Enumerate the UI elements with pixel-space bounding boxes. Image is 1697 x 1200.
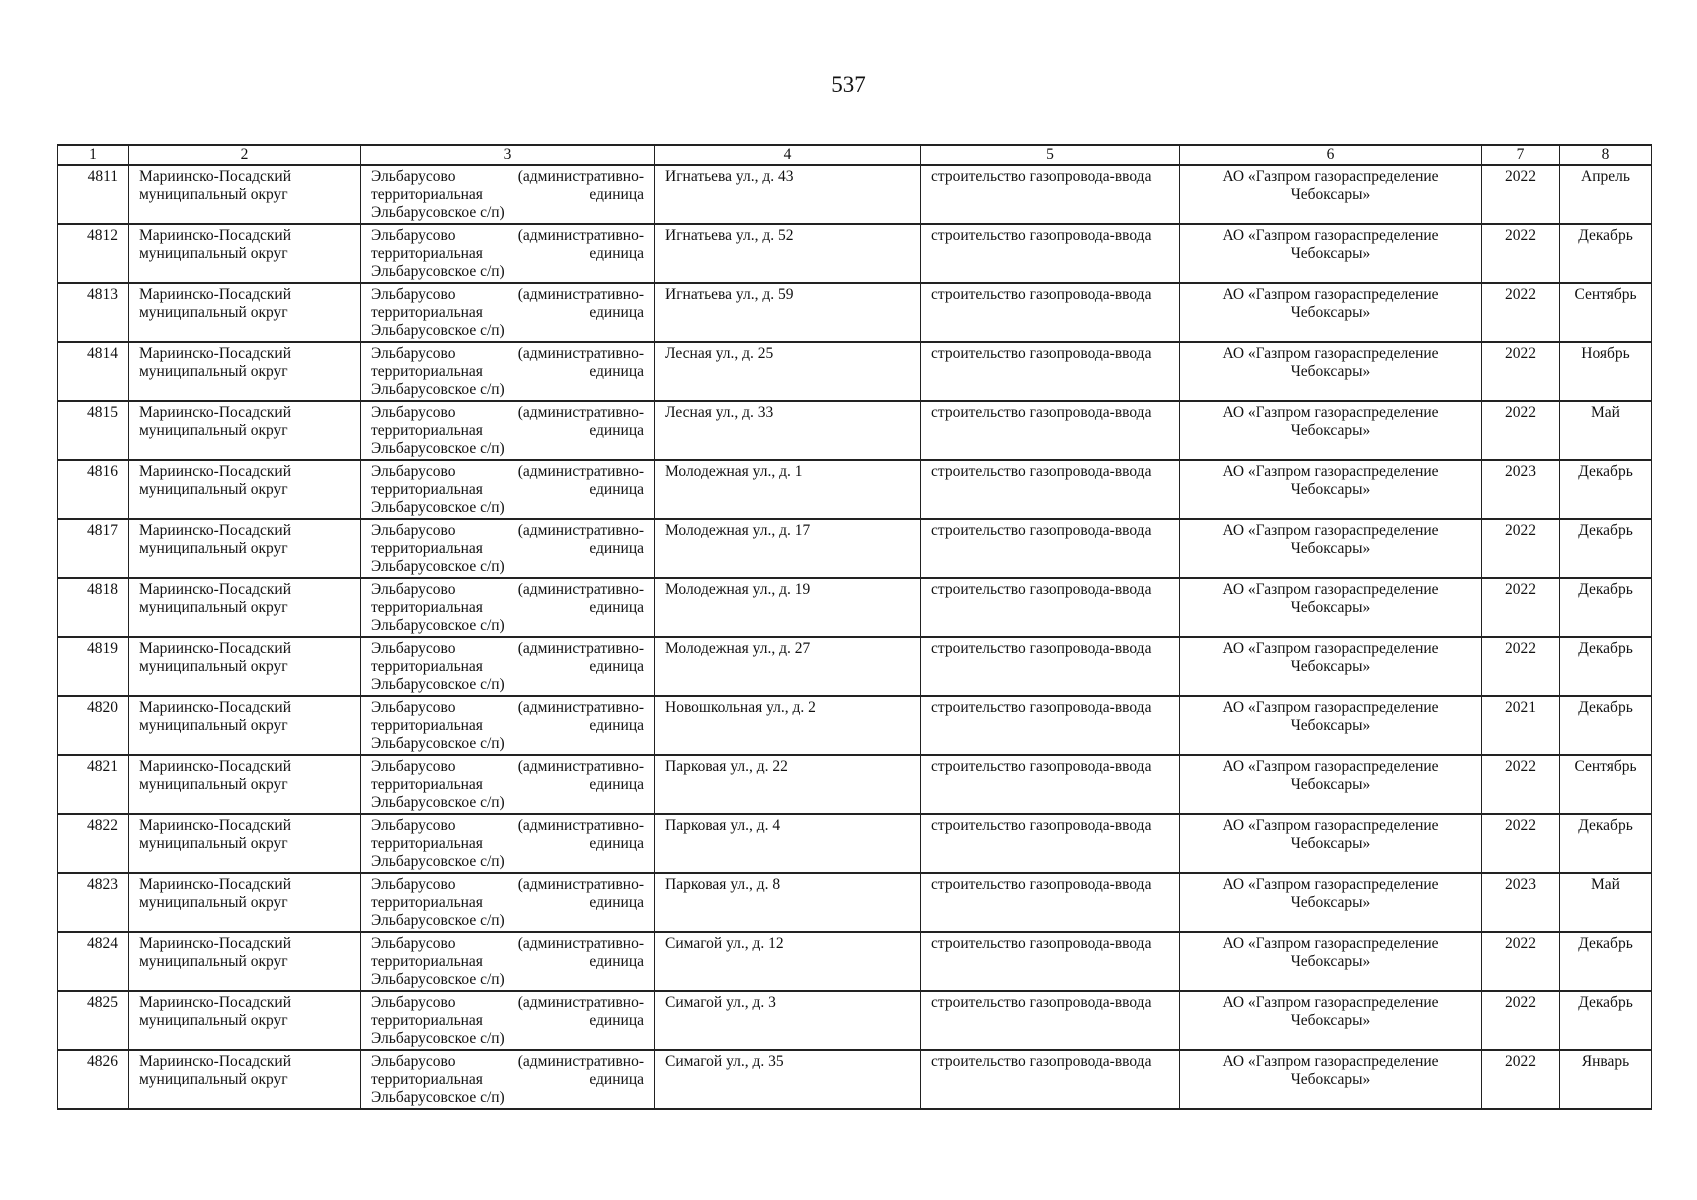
locality-unit: территориальная единица Эльбарусовское с/п) [371,894,644,929]
table-row [58,814,1652,873]
municipality-cell: Мариинско-Посадский муниципальный округ [129,1050,361,1109]
month-cell: Май [1560,873,1652,932]
work-type-cell: строительство газопровода-ввода [921,755,1180,814]
locality-name: Эльбарусово (административно- [371,522,644,539]
column-header: 8 [1560,145,1652,165]
year-cell: 2022 [1482,578,1560,637]
table-row [58,165,1652,224]
work-type-cell: строительство газопровода-ввода [921,932,1180,991]
address-cell: Парковая ул., д. 4 [655,814,921,873]
column-header: 4 [655,145,921,165]
organization-cell: АО «Газпром газораспределение Чебоксары» [1180,637,1482,696]
month-cell: Декабрь [1560,519,1652,578]
month-cell: Май [1560,401,1652,460]
locality-name: Эльбарусово (административно- [371,758,644,775]
gasification-table [57,144,1652,1110]
work-type-cell: строительство газопровода-ввода [921,814,1180,873]
locality-cell [361,578,655,637]
work-type-cell: строительство газопровода-ввода [921,283,1180,342]
municipality-cell: Мариинско-Посадский муниципальный округ [129,696,361,755]
work-type-cell: строительство газопровода-ввода [921,519,1180,578]
row-number: 4814 [58,342,129,401]
municipality-cell: Мариинско-Посадский муниципальный округ [129,637,361,696]
locality-unit: территориальная единица Эльбарусовское с/п) [371,658,644,693]
table-row [58,283,1652,342]
month-cell: Декабрь [1560,224,1652,283]
locality-unit: территориальная единица Эльбарусовское с/п) [371,953,644,988]
year-cell: 2023 [1482,873,1560,932]
year-cell: 2023 [1482,460,1560,519]
table-row [58,755,1652,814]
row-number: 4820 [58,696,129,755]
year-cell: 2022 [1482,991,1560,1050]
month-cell: Декабрь [1560,991,1652,1050]
locality-name: Эльбарусово (административно- [371,817,644,834]
month-cell: Ноябрь [1560,342,1652,401]
municipality-cell: Мариинско-Посадский муниципальный округ [129,519,361,578]
month-cell: Декабрь [1560,460,1652,519]
locality-name: Эльбарусово (административно- [371,345,644,362]
locality-name: Эльбарусово (административно- [371,1053,644,1070]
table-row [58,873,1652,932]
month-cell: Январь [1560,1050,1652,1109]
organization-cell: АО «Газпром газораспределение Чебоксары» [1180,696,1482,755]
organization-cell: АО «Газпром газораспределение Чебоксары» [1180,519,1482,578]
locality-cell [361,283,655,342]
work-type-cell: строительство газопровода-ввода [921,637,1180,696]
locality-unit: территориальная единица Эльбарусовское с/п) [371,540,644,575]
month-cell: Апрель [1560,165,1652,224]
municipality-cell: Мариинско-Посадский муниципальный округ [129,991,361,1050]
work-type-cell: строительство газопровода-ввода [921,401,1180,460]
locality-cell [361,637,655,696]
address-cell: Игнатьева ул., д. 52 [655,224,921,283]
municipality-cell: Мариинско-Посадский муниципальный округ [129,755,361,814]
table-row [58,1050,1652,1109]
row-number: 4821 [58,755,129,814]
column-header: 2 [129,145,361,165]
year-cell: 2022 [1482,165,1560,224]
row-number: 4816 [58,460,129,519]
year-cell: 2021 [1482,696,1560,755]
municipality-cell: Мариинско-Посадский муниципальный округ [129,283,361,342]
organization-cell: АО «Газпром газораспределение Чебоксары» [1180,1050,1482,1109]
table-row [58,342,1652,401]
locality-cell [361,401,655,460]
locality-unit: территориальная единица Эльбарусовское с/п) [371,835,644,870]
locality-unit: территориальная единица Эльбарусовское с/п) [371,776,644,811]
locality-unit: территориальная единица Эльбарусовское с/п) [371,186,644,221]
locality-cell [361,814,655,873]
year-cell: 2022 [1482,1050,1560,1109]
locality-unit: территориальная единица Эльбарусовское с/п) [371,363,644,398]
table-row [58,460,1652,519]
address-cell: Новошкольная ул., д. 2 [655,696,921,755]
table-row [58,224,1652,283]
address-cell: Лесная ул., д. 25 [655,342,921,401]
locality-cell [361,1050,655,1109]
row-number: 4824 [58,932,129,991]
row-number: 4817 [58,519,129,578]
locality-cell [361,755,655,814]
organization-cell: АО «Газпром газораспределение Чебоксары» [1180,401,1482,460]
page-number: 537 [831,72,866,97]
row-number: 4815 [58,401,129,460]
locality-unit: территориальная единица Эльбарусовское с/п) [371,304,644,339]
municipality-cell: Мариинско-Посадский муниципальный округ [129,578,361,637]
row-number: 4825 [58,991,129,1050]
table-row [58,519,1652,578]
organization-cell: АО «Газпром газораспределение Чебоксары» [1180,578,1482,637]
year-cell: 2022 [1482,755,1560,814]
row-number: 4823 [58,873,129,932]
work-type-cell: строительство газопровода-ввода [921,578,1180,637]
municipality-cell: Мариинско-Посадский муниципальный округ [129,165,361,224]
row-number: 4813 [58,283,129,342]
row-number: 4826 [58,1050,129,1109]
row-number: 4812 [58,224,129,283]
municipality-cell: Мариинско-Посадский муниципальный округ [129,460,361,519]
locality-name: Эльбарусово (административно- [371,404,644,421]
address-cell: Лесная ул., д. 33 [655,401,921,460]
locality-cell [361,165,655,224]
month-cell: Сентябрь [1560,283,1652,342]
work-type-cell: строительство газопровода-ввода [921,991,1180,1050]
address-cell: Симагой ул., д. 35 [655,1050,921,1109]
locality-cell [361,460,655,519]
address-cell: Игнатьева ул., д. 59 [655,283,921,342]
locality-cell [361,873,655,932]
column-header: 1 [58,145,129,165]
locality-name: Эльбарусово (административно- [371,463,644,480]
organization-cell: АО «Газпром газораспределение Чебоксары» [1180,283,1482,342]
locality-cell [361,519,655,578]
address-cell: Парковая ул., д. 22 [655,755,921,814]
table-row [58,578,1652,637]
work-type-cell: строительство газопровода-ввода [921,165,1180,224]
work-type-cell: строительство газопровода-ввода [921,873,1180,932]
locality-unit: территориальная единица Эльбарусовское с/п) [371,599,644,634]
organization-cell: АО «Газпром газораспределение Чебоксары» [1180,755,1482,814]
organization-cell: АО «Газпром газораспределение Чебоксары» [1180,460,1482,519]
work-type-cell: строительство газопровода-ввода [921,342,1180,401]
locality-unit: территориальная единица Эльбарусовское с/п) [371,1071,644,1106]
address-cell: Молодежная ул., д. 1 [655,460,921,519]
year-cell: 2022 [1482,224,1560,283]
year-cell: 2022 [1482,401,1560,460]
table-row [58,991,1652,1050]
locality-cell [361,696,655,755]
municipality-cell: Мариинско-Посадский муниципальный округ [129,814,361,873]
locality-cell [361,932,655,991]
municipality-cell: Мариинско-Посадский муниципальный округ [129,224,361,283]
month-cell: Декабрь [1560,637,1652,696]
month-cell: Декабрь [1560,696,1652,755]
month-cell: Декабрь [1560,932,1652,991]
table-row [58,696,1652,755]
organization-cell: АО «Газпром газораспределение Чебоксары» [1180,932,1482,991]
organization-cell: АО «Газпром газораспределение Чебоксары» [1180,224,1482,283]
address-cell: Симагой ул., д. 12 [655,932,921,991]
address-cell: Парковая ул., д. 8 [655,873,921,932]
row-number: 4819 [58,637,129,696]
work-type-cell: строительство газопровода-ввода [921,460,1180,519]
locality-name: Эльбарусово (административно- [371,876,644,893]
column-header: 7 [1482,145,1560,165]
locality-cell [361,342,655,401]
row-number: 4822 [58,814,129,873]
column-number-row [58,145,1652,165]
address-cell: Молодежная ул., д. 17 [655,519,921,578]
table-row [58,932,1652,991]
locality-name: Эльбарусово (административно- [371,286,644,303]
address-cell: Молодежная ул., д. 27 [655,637,921,696]
locality-name: Эльбарусово (административно- [371,994,644,1011]
locality-unit: территориальная единица Эльбарусовское с/п) [371,717,644,752]
work-type-cell: строительство газопровода-ввода [921,224,1180,283]
organization-cell: АО «Газпром газораспределение Чебоксары» [1180,873,1482,932]
municipality-cell: Мариинско-Посадский муниципальный округ [129,873,361,932]
year-cell: 2022 [1482,814,1560,873]
organization-cell: АО «Газпром газораспределение Чебоксары» [1180,342,1482,401]
locality-name: Эльбарусово (административно- [371,581,644,598]
column-header: 3 [361,145,655,165]
locality-unit: территориальная единица Эльбарусовское с/п) [371,245,644,280]
month-cell: Декабрь [1560,578,1652,637]
locality-name: Эльбарусово (административно- [371,699,644,716]
row-number: 4811 [58,165,129,224]
locality-unit: территориальная единица Эльбарусовское с/п) [371,481,644,516]
locality-name: Эльбарусово (административно- [371,640,644,657]
municipality-cell: Мариинско-Посадский муниципальный округ [129,932,361,991]
month-cell: Декабрь [1560,814,1652,873]
year-cell: 2022 [1482,342,1560,401]
locality-unit: территориальная единица Эльбарусовское с/п) [371,422,644,457]
organization-cell: АО «Газпром газораспределение Чебоксары» [1180,814,1482,873]
table-row [58,401,1652,460]
column-header: 6 [1180,145,1482,165]
municipality-cell: Мариинско-Посадский муниципальный округ [129,401,361,460]
year-cell: 2022 [1482,932,1560,991]
organization-cell: АО «Газпром газораспределение Чебоксары» [1180,991,1482,1050]
address-cell: Игнатьева ул., д. 43 [655,165,921,224]
year-cell: 2022 [1482,637,1560,696]
organization-cell: АО «Газпром газораспределение Чебоксары» [1180,165,1482,224]
column-header: 5 [921,145,1180,165]
municipality-cell: Мариинско-Посадский муниципальный округ [129,342,361,401]
locality-name: Эльбарусово (административно- [371,935,644,952]
work-type-cell: строительство газопровода-ввода [921,696,1180,755]
month-cell: Сентябрь [1560,755,1652,814]
locality-name: Эльбарусово (административно- [371,168,644,185]
work-type-cell: строительство газопровода-ввода [921,1050,1180,1109]
row-number: 4818 [58,578,129,637]
table-row [58,637,1652,696]
locality-name: Эльбарусово (административно- [371,227,644,244]
address-cell: Симагой ул., д. 3 [655,991,921,1050]
locality-unit: территориальная единица Эльбарусовское с/п) [371,1012,644,1047]
locality-cell [361,991,655,1050]
address-cell: Молодежная ул., д. 19 [655,578,921,637]
year-cell: 2022 [1482,519,1560,578]
year-cell: 2022 [1482,283,1560,342]
locality-cell [361,224,655,283]
